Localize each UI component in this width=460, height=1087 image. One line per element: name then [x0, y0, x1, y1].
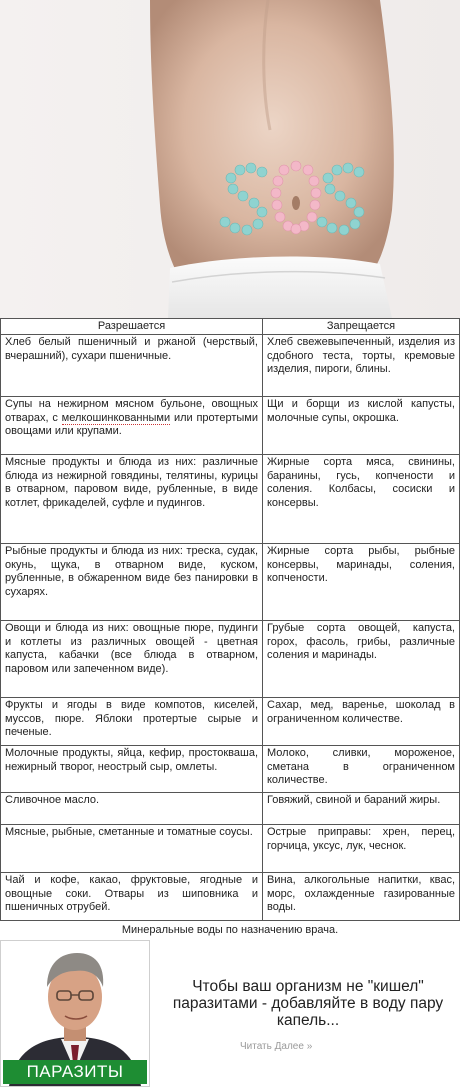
- allowed-cell: Супы на нежирном мясном бульоне, овощных отварах, с мелкошинкованными или протертыми овощами или крупами.: [1, 397, 263, 455]
- diet-table: [0, 318, 460, 921]
- table-row: [1, 455, 460, 544]
- allowed-cell: Овощи и блюда из них: овощные пюре, пудинги и котлеты из различных овощей - цветная капуста, кабачки (все блюда в отварном, паровом или запеченном виде).: [1, 621, 263, 698]
- allowed-cell: Хлеб белый пшеничный и ржаной (черствый, вчерашний), сухари пшеничные.: [1, 335, 263, 397]
- allowed-cell: Мясные, рыбные, сметанные и томатные соусы.: [1, 825, 263, 873]
- table-row: [1, 793, 460, 825]
- forbidden-cell: Жирные сорта рыбы, рыбные консервы, маринады, соления, копчености.: [263, 544, 460, 621]
- table-row: [1, 746, 460, 793]
- table-row: [1, 544, 460, 621]
- ad-headline[interactable]: Чтобы ваш организм не "кишел" паразитами - добавляйте в воду пару капель...: [172, 978, 444, 1029]
- column-header-forbidden: Запрещается: [263, 319, 460, 335]
- ad-banner[interactable]: [0, 940, 460, 1087]
- table-row: [1, 825, 460, 873]
- forbidden-cell: Грубые сорта овощей, капуста, горох, фасоль, грибы, различные соления и маринады.: [263, 621, 460, 698]
- allowed-cell: Фрукты и ягоды в виде компотов, киселей, муссов, пюре. Яблоки протертые сырые и печеные.: [1, 698, 263, 746]
- allowed-cell: Мясные продукты и блюда из них: различные блюда из нежирной говядины, телятины, курицы в отварном, паровом виде, рубленные, в виде котлет, фрикаделей, суфле и пудингов.: [1, 455, 263, 544]
- table-row: [1, 397, 460, 455]
- allowed-cell: Рыбные продукты и блюда из них: треска, судак, окунь, щука, в отварном виде, куском, рубленные, в обжаренном виде без панировки в сухарях.: [1, 544, 263, 621]
- table-row: [1, 873, 460, 921]
- table-row: [1, 335, 460, 397]
- table-row: [1, 621, 460, 698]
- table-header-row: [1, 319, 460, 335]
- column-header-allowed: Разрешается: [1, 319, 263, 335]
- table-footnote: Минеральные воды по назначению врача.: [121, 924, 339, 936]
- forbidden-cell: Хлеб свежевыпеченный, изделия из сдобного теста, торты, кремовые изделия, пироги, блины.: [263, 335, 460, 397]
- hero-image: [0, 0, 460, 318]
- forbidden-cell: Молоко, сливки, мороженое, сметана в ограниченном количестве.: [263, 746, 460, 793]
- forbidden-cell: Щи и борщи из кислой капусты, молочные супы, окрошка.: [263, 397, 460, 455]
- forbidden-cell: Вина, алкогольные напитки, квас, морс, охлажденные газированные воды.: [263, 873, 460, 921]
- allowed-cell: Сливочное масло.: [1, 793, 263, 825]
- forbidden-cell: Говяжий, свиной и бараний жиры.: [263, 793, 460, 825]
- allowed-cell: Чай и кофе, какао, фруктовые, ягодные и овощные соки. Отвары из шиповника и пшеничных отрубей.: [1, 873, 263, 921]
- ad-photo[interactable]: [0, 940, 150, 1087]
- allowed-cell: Молочные продукты, яйца, кефир, простокваша, нежирный творог, неострый сыр, омлеты.: [1, 746, 263, 793]
- forbidden-cell: Жирные сорта мяса, свинины, баранины, гусь, копчености и соления. Колбасы, сосиски и консервы.: [263, 455, 460, 544]
- table-row: [1, 698, 460, 746]
- ad-read-more-link[interactable]: Читать Далее »: [240, 1041, 313, 1052]
- spellcheck-word: мелкошинкованными: [61, 411, 171, 424]
- belly-photo: [0, 0, 460, 318]
- forbidden-cell: Острые приправы: хрен, перец, горчица, уксус, лук, чеснок.: [263, 825, 460, 873]
- ad-badge[interactable]: ПАРАЗИТЫ: [3, 1060, 147, 1084]
- forbidden-cell: Сахар, мед, варенье, шоколад в ограниченном количестве.: [263, 698, 460, 746]
